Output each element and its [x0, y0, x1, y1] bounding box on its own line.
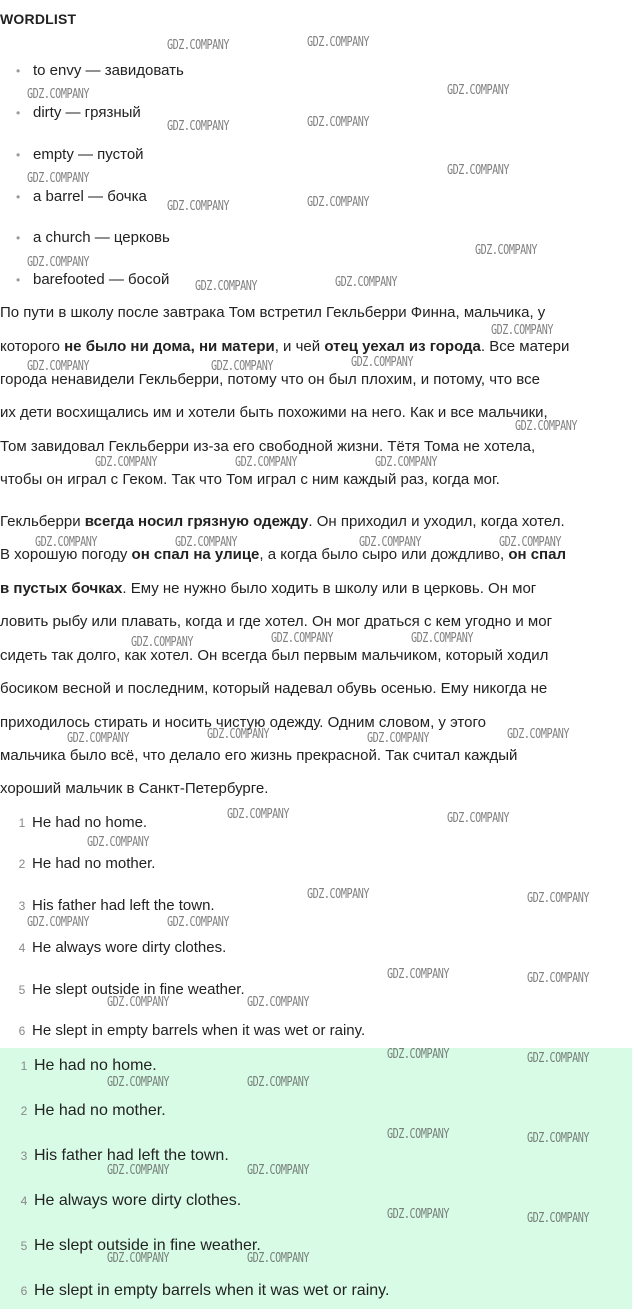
text-line: приходилось стирать и носить чистую одежду. Одним словом, у этого: [0, 714, 486, 731]
bullet-icon: •: [16, 231, 21, 245]
watermark-text: GDZ.COMPANY: [491, 323, 554, 338]
watermark-text: GDZ.COMPANY: [247, 995, 310, 1010]
wordlist-item-text: a church — церковь: [33, 229, 170, 246]
wordlist-item: [16, 146, 144, 163]
watermark-text: GDZ.COMPANY: [335, 275, 398, 290]
watermark-text: GDZ.COMPANY: [167, 915, 230, 930]
item-number: 1: [18, 816, 26, 830]
bullet-icon: •: [16, 148, 21, 162]
watermark-text: GDZ.COMPANY: [367, 731, 430, 746]
item-text: His father had left the town.: [32, 897, 215, 914]
item-number: 4: [20, 1194, 28, 1208]
item-number: 5: [18, 983, 26, 997]
watermark-text: GDZ.COMPANY: [107, 995, 170, 1010]
watermark-text: GDZ.COMPANY: [227, 807, 290, 822]
list-item: [0, 855, 155, 872]
bullet-icon: •: [16, 190, 21, 204]
watermark-text: GDZ.COMPANY: [87, 835, 150, 850]
list-item: [0, 939, 226, 956]
watermark-text: GDZ.COMPANY: [211, 359, 274, 374]
watermark-text: GDZ.COMPANY: [387, 1127, 450, 1142]
answer-item: [0, 1192, 241, 1210]
list-item: [0, 981, 245, 998]
wordlist-item: [16, 62, 184, 79]
item-number: 5: [20, 1239, 28, 1253]
watermark-text: GDZ.COMPANY: [387, 1047, 450, 1062]
watermark-text: GDZ.COMPANY: [167, 199, 230, 214]
watermark-text: GDZ.COMPANY: [27, 359, 90, 374]
answer-item: [0, 1282, 389, 1300]
item-text: He always wore dirty clothes.: [34, 1192, 242, 1209]
item-number: 3: [18, 899, 26, 913]
watermark-text: GDZ.COMPANY: [95, 455, 158, 470]
answer-item: [0, 1057, 157, 1075]
text-line: сидеть так долго, как хотел. Он всегда был первым мальчиком, который ходил: [0, 647, 549, 664]
watermark-text: GDZ.COMPANY: [207, 727, 270, 742]
watermark-text: GDZ.COMPANY: [27, 171, 90, 186]
watermark-text: GDZ.COMPANY: [271, 631, 334, 646]
watermark-text: GDZ.COMPANY: [247, 1075, 310, 1090]
text-line: их дети восхищались им и хотели быть похожими на него. Как и все мальчики,: [0, 404, 548, 421]
watermark-text: GDZ.COMPANY: [107, 1075, 170, 1090]
watermark-text: GDZ.COMPANY: [167, 119, 230, 134]
item-number: 2: [18, 857, 26, 871]
watermark-text: GDZ.COMPANY: [527, 891, 590, 906]
bullet-icon: •: [16, 106, 21, 120]
wordlist-item: [16, 188, 147, 205]
text-line: По пути в школу после завтрака Том встретил Гекльберри Финна, мальчика, у: [0, 304, 546, 321]
watermark-text: GDZ.COMPANY: [475, 243, 538, 258]
wordlist-item-text: barefooted — босой: [33, 271, 170, 288]
text-line: Гекльберри всегда носил грязную одежду. Он приходил и уходил, когда хотел.: [0, 513, 565, 530]
text-line: мальчика было всё, что делало его жизнь прекрасной. Так считал каждый: [0, 747, 518, 764]
wordlist-item-text: dirty — грязный: [33, 104, 141, 121]
list-item: [0, 897, 215, 914]
item-number: 6: [18, 1024, 26, 1038]
item-text: He always wore dirty clothes.: [32, 939, 227, 956]
item-text: He had no mother.: [34, 1102, 166, 1119]
item-number: 2: [20, 1104, 28, 1118]
watermark-text: GDZ.COMPANY: [131, 635, 194, 650]
watermark-text: GDZ.COMPANY: [359, 535, 422, 550]
watermark-text: GDZ.COMPANY: [527, 971, 590, 986]
watermark-text: GDZ.COMPANY: [351, 355, 414, 370]
text-line: города ненавидели Гекльберри, потому что он был плохим, и потому, что все: [0, 371, 540, 388]
watermark-text: GDZ.COMPANY: [195, 279, 258, 294]
watermark-text: GDZ.COMPANY: [307, 115, 370, 130]
watermark-text: GDZ.COMPANY: [527, 1131, 590, 1146]
watermark-text: GDZ.COMPANY: [307, 35, 370, 50]
item-number: 3: [20, 1149, 28, 1163]
watermark-text: GDZ.COMPANY: [499, 535, 562, 550]
watermark-text: GDZ.COMPANY: [307, 887, 370, 902]
watermark-text: GDZ.COMPANY: [27, 915, 90, 930]
watermark-text: GDZ.COMPANY: [107, 1163, 170, 1178]
list-item: [0, 1022, 365, 1039]
answer-item: [0, 1102, 166, 1120]
text-line: ловить рыбу или плавать, когда и где хотел. Он мог драться с кем угодно и мог: [0, 613, 553, 630]
item-text: He slept outside in fine weather.: [34, 1237, 261, 1254]
watermark-text: GDZ.COMPANY: [507, 727, 570, 742]
text-line: чтобы он играл с Геком. Так что Том играл с ним каждый раз, когда мог.: [0, 471, 500, 488]
watermark-text: GDZ.COMPANY: [27, 255, 90, 270]
watermark-text: GDZ.COMPANY: [247, 1163, 310, 1178]
watermark-text: GDZ.COMPANY: [527, 1211, 590, 1226]
item-text: He had no home.: [32, 814, 148, 831]
watermark-text: GDZ.COMPANY: [515, 419, 578, 434]
watermark-text: GDZ.COMPANY: [527, 1051, 590, 1066]
watermark-text: GDZ.COMPANY: [235, 455, 298, 470]
watermark-text: GDZ.COMPANY: [387, 1207, 450, 1222]
wordlist-item: [16, 271, 169, 288]
answer-box: [0, 1048, 632, 1309]
text-line: хороший мальчик в Санкт-Петербурге.: [0, 780, 269, 797]
wordlist-item-text: a barrel — бочка: [33, 188, 147, 205]
bullet-icon: •: [16, 273, 21, 287]
text-line: Том завидовал Гекльберри из-за его свободной жизни. Тётя Тома не хотела,: [0, 438, 536, 455]
item-text: He slept outside in fine weather.: [32, 981, 245, 998]
watermark-text: GDZ.COMPANY: [375, 455, 438, 470]
watermark-text: GDZ.COMPANY: [247, 1251, 310, 1266]
answer-item: [0, 1237, 261, 1255]
wordlist-item-text: empty — пустой: [33, 146, 144, 163]
item-number: 6: [20, 1284, 28, 1298]
item-text: He slept in empty barrels when it was wet or rainy.: [32, 1022, 366, 1039]
item-text: His father had left the town.: [34, 1147, 229, 1164]
text-line: В хорошую погоду он спал на улице, а когда было сыро или дождливо, он спал: [0, 546, 566, 563]
text-line: босиком весной и последним, который надевал обувь осенью. Ему никогда не: [0, 680, 548, 697]
text-line: которого не было ни дома, ни матери, и чей отец уехал из города. Все матери: [0, 338, 570, 355]
watermark-text: GDZ.COMPANY: [175, 535, 238, 550]
watermark-text: GDZ.COMPANY: [307, 195, 370, 210]
item-text: He had no home.: [34, 1057, 157, 1074]
wordlist-item-text: to envy — завидовать: [33, 62, 184, 79]
item-text: He had no mother.: [32, 855, 156, 872]
watermark-text: GDZ.COMPANY: [27, 87, 90, 102]
text-line: в пустых бочках. Ему не нужно было ходить в школу или в церковь. Он мог: [0, 580, 537, 597]
list-item: [0, 814, 147, 831]
item-text: He slept in empty barrels when it was wet or rainy.: [34, 1282, 390, 1299]
watermark-text: GDZ.COMPANY: [411, 631, 474, 646]
watermark-text: GDZ.COMPANY: [447, 811, 510, 826]
bullet-icon: •: [16, 64, 21, 78]
watermark-text: GDZ.COMPANY: [387, 967, 450, 982]
wordlist-item: [16, 104, 141, 121]
wordlist-item: [16, 229, 170, 246]
wordlist-heading: WORDLIST: [0, 11, 77, 27]
watermark-text: GDZ.COMPANY: [67, 731, 130, 746]
watermark-text: GDZ.COMPANY: [167, 38, 230, 53]
watermark-text: GDZ.COMPANY: [447, 163, 510, 178]
watermark-text: GDZ.COMPANY: [35, 535, 98, 550]
item-number: 1: [20, 1059, 28, 1073]
item-number: 4: [18, 941, 26, 955]
answer-item: [0, 1147, 229, 1165]
watermark-text: GDZ.COMPANY: [447, 83, 510, 98]
watermark-text: GDZ.COMPANY: [107, 1251, 170, 1266]
